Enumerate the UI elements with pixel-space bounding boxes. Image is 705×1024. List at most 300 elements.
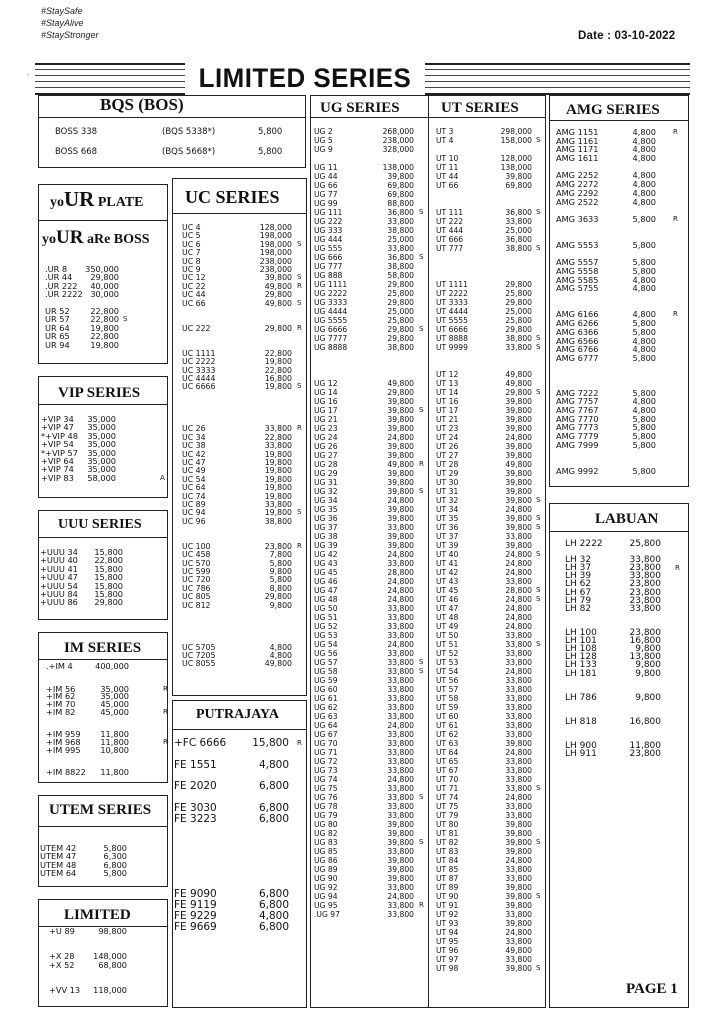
plate-price: 25,000 bbox=[387, 235, 414, 244]
plate-price: 33,800 bbox=[387, 910, 414, 919]
plate-price: 10,800 bbox=[100, 744, 129, 755]
plate-price: 33,800 bbox=[387, 712, 414, 721]
amg-title: AMG SERIES bbox=[566, 102, 660, 118]
plate-price: 5,800 bbox=[632, 422, 656, 433]
plate-price: 39,800 bbox=[505, 883, 532, 892]
plate-price: 13,800 bbox=[629, 652, 661, 663]
bqs-alt: (BQS 5338*) bbox=[162, 127, 216, 137]
status-flag: S bbox=[297, 298, 302, 307]
plate-number: UC 6 bbox=[182, 239, 201, 249]
status-flag: S bbox=[536, 640, 541, 648]
plate-number: AMG 1171 bbox=[556, 144, 599, 155]
plate-price: 33,800 bbox=[505, 874, 532, 883]
plate-price: 25,000 bbox=[387, 307, 414, 316]
plate-price: 33,800 bbox=[505, 811, 532, 820]
status-flag: S bbox=[419, 487, 424, 495]
plate-number: +IM 82 bbox=[46, 706, 76, 717]
plate-number: UT 17 bbox=[436, 406, 459, 415]
plate-price: 4,800 bbox=[632, 135, 656, 146]
plate-number: UC 42 bbox=[182, 449, 206, 459]
plate-number: UT 81 bbox=[436, 829, 459, 838]
plate-number: UG 6666 bbox=[314, 325, 348, 334]
plate-number: UC 12 bbox=[182, 273, 206, 283]
plate-price: 25,000 bbox=[505, 226, 532, 235]
page-title: LIMITED SERIES bbox=[185, 61, 425, 95]
plate-price: 35,000 bbox=[100, 683, 129, 694]
plate-number: UG 73 bbox=[314, 766, 338, 775]
plate-price: 33,800 bbox=[387, 631, 414, 640]
plate-number: AMG 2292 bbox=[556, 187, 599, 198]
plate-price: 29,800 bbox=[264, 592, 292, 602]
plate-number: UT 8888 bbox=[436, 334, 468, 343]
status-flag: S bbox=[536, 244, 541, 252]
plate-number: FE 2020 bbox=[174, 780, 217, 793]
plate-price: 238,000 bbox=[259, 256, 292, 266]
plate-number: UG 53 bbox=[314, 631, 338, 640]
plate-price: 33,800 bbox=[387, 217, 414, 226]
plate-price: 45,000 bbox=[100, 706, 129, 717]
plate-number: UT 61 bbox=[436, 721, 459, 730]
plate-price: 39,800 bbox=[505, 820, 532, 829]
plate-number: +UUU 47 bbox=[40, 572, 78, 583]
plate-number: UTEM 48 bbox=[40, 859, 77, 870]
plate-price: 39,800 bbox=[387, 469, 414, 478]
plate-number: UT 21 bbox=[436, 415, 459, 424]
plate-number: UT 44 bbox=[436, 172, 459, 181]
plate-number: AMG 5557 bbox=[556, 257, 599, 268]
plate-price: 4,800 bbox=[632, 283, 656, 294]
plate-price: 39,800 bbox=[505, 496, 532, 505]
plate-number: UG 17 bbox=[314, 406, 338, 415]
plate-price: 24,800 bbox=[505, 748, 532, 757]
plate-price: 28,800 bbox=[505, 586, 532, 595]
plate-price: 88,800 bbox=[387, 199, 414, 208]
plate-number: UT 2222 bbox=[436, 289, 468, 298]
status-flag: S bbox=[536, 586, 541, 594]
plate-number: UT 34 bbox=[436, 505, 459, 514]
plate-number: UT 12 bbox=[436, 370, 459, 379]
plate-number: UG 444 bbox=[314, 235, 343, 244]
plate-number: UT 26 bbox=[436, 442, 459, 451]
status-flag: S bbox=[536, 838, 541, 846]
plate-number: UG 9 bbox=[314, 145, 333, 154]
plate-number: +X 28 bbox=[49, 951, 75, 962]
plate-number: UG 888 bbox=[314, 271, 343, 280]
plate-number: AMG 7767 bbox=[556, 405, 599, 415]
plate-number: +VV 13 bbox=[49, 984, 81, 995]
plate-price: 35,000 bbox=[100, 691, 129, 702]
plate-price: 33,800 bbox=[264, 424, 292, 434]
plate-price: 23,800 bbox=[629, 595, 661, 606]
plate-number: +IM 968 bbox=[46, 736, 81, 747]
im-title: IM SERIES bbox=[64, 640, 142, 656]
plate-number: UT 9999 bbox=[436, 343, 468, 352]
plate-number: LH 32 bbox=[565, 555, 592, 566]
plate-price: 33,800 bbox=[387, 685, 414, 694]
plate-number: UT 39 bbox=[436, 541, 459, 550]
plate-price: 5,800 bbox=[632, 318, 656, 329]
plate-number: UG 42 bbox=[314, 550, 338, 559]
plate-price: 35,000 bbox=[87, 430, 116, 441]
bqs-title: BQS (BOS) bbox=[100, 95, 184, 114]
plate-number: UT 82 bbox=[436, 838, 459, 847]
plate-number: UR 57 bbox=[45, 314, 70, 325]
plate-number: .+IM 4 bbox=[46, 661, 73, 671]
plate-number: UT 777 bbox=[436, 244, 464, 253]
plate-price: 36,800 bbox=[387, 208, 414, 217]
plate-price: 5,800 bbox=[103, 868, 127, 879]
plate-number: UT 14 bbox=[436, 388, 459, 397]
plate-number: UT 32 bbox=[436, 496, 459, 505]
plate-number: LH 911 bbox=[565, 749, 597, 760]
plate-number: UG 3333 bbox=[314, 298, 348, 307]
plate-price: 33,800 bbox=[387, 613, 414, 622]
plate-price: 39,800 bbox=[505, 469, 532, 478]
plate-number: UC 44 bbox=[182, 290, 206, 300]
status-flag: R bbox=[297, 424, 302, 433]
plate-number: UC 96 bbox=[182, 516, 206, 526]
plate-price: 35,000 bbox=[87, 447, 116, 458]
plate-number: FE 9229 bbox=[174, 909, 217, 922]
plate-price: 9,800 bbox=[635, 668, 661, 679]
plate-number: +X 52 bbox=[49, 959, 75, 970]
plate-number: UT 91 bbox=[436, 901, 459, 910]
plate-price: 19,800 bbox=[264, 491, 292, 501]
plate-number: LH 37 bbox=[565, 563, 592, 574]
plate-number: UG 54 bbox=[314, 640, 338, 649]
status-flag: S bbox=[419, 667, 424, 675]
plate-number: UG 61 bbox=[314, 694, 338, 703]
plate-price: 25,800 bbox=[505, 289, 532, 298]
plate-number: AMG 7773 bbox=[556, 422, 599, 433]
hashtag-staystronger: #StayStronger bbox=[41, 30, 99, 40]
plate-price: 24,800 bbox=[505, 550, 532, 559]
plate-number: UG 60 bbox=[314, 685, 338, 694]
plate-number: +IM 62 bbox=[46, 691, 76, 702]
plate-price: 33,800 bbox=[387, 559, 414, 568]
plate-price: 39,800 bbox=[505, 487, 532, 496]
plate-number: UG 333 bbox=[314, 226, 343, 235]
plate-price: 6,800 bbox=[103, 859, 127, 870]
plate-price: 33,800 bbox=[387, 730, 414, 739]
status-flag: R bbox=[297, 281, 302, 290]
plate-number: UG 59 bbox=[314, 676, 338, 685]
plate-number: UTEM 64 bbox=[40, 868, 77, 879]
plate-number: UG 74 bbox=[314, 775, 338, 784]
plate-number: AMG 6777 bbox=[556, 352, 599, 363]
plate-price: 33,800 bbox=[387, 766, 414, 775]
plate-number: UT 222 bbox=[436, 217, 464, 226]
plate-price: 39,800 bbox=[505, 829, 532, 838]
status-flag: S bbox=[536, 523, 541, 531]
plate-price: 33,800 bbox=[505, 937, 532, 946]
plate-number: UT 70 bbox=[436, 775, 459, 784]
plate-number: UT 43 bbox=[436, 577, 459, 586]
plate-price: 33,800 bbox=[387, 703, 414, 712]
plate-price: 33,800 bbox=[387, 523, 414, 532]
plate-number: UT 45 bbox=[436, 586, 459, 595]
plate-number: UG 27 bbox=[314, 451, 338, 460]
plate-price: 19,800 bbox=[264, 483, 292, 493]
plate-price: 39,800 bbox=[387, 505, 414, 514]
plate-price: 39,800 bbox=[505, 838, 532, 847]
plate-price: 8,800 bbox=[269, 583, 292, 593]
status-flag: S bbox=[419, 253, 424, 261]
plate-price: 39,800 bbox=[505, 901, 532, 910]
plate-number: UC 5705 bbox=[182, 642, 216, 652]
plate-number: UG 94 bbox=[314, 892, 338, 901]
plate-price: 24,800 bbox=[505, 856, 532, 865]
plate-price: 7,800 bbox=[269, 550, 292, 560]
plate-number: UG 21 bbox=[314, 415, 338, 424]
status-flag: S bbox=[536, 334, 541, 342]
plate-number: UG 2 bbox=[314, 127, 333, 136]
plate-number: UC 7205 bbox=[182, 650, 216, 660]
plate-number: LH 108 bbox=[565, 644, 597, 655]
plate-number: UT 51 bbox=[436, 640, 459, 649]
plate-price: 25,000 bbox=[505, 307, 532, 316]
plate-number: UG 80 bbox=[314, 820, 338, 829]
plate-number: UG 1111 bbox=[314, 280, 348, 289]
plate-price: 39,800 bbox=[505, 406, 532, 415]
plate-price: 128,000 bbox=[500, 154, 532, 163]
plate-number: UT 41 bbox=[436, 559, 459, 568]
plate-number: UT 48 bbox=[436, 613, 459, 622]
plate-price: 28,800 bbox=[387, 568, 414, 577]
plate-number: UT 37 bbox=[436, 532, 459, 541]
status-flag: R bbox=[673, 128, 678, 136]
plate-price: 33,800 bbox=[387, 739, 414, 748]
plate-number: AMG 6366 bbox=[556, 326, 599, 337]
plate-price: 33,800 bbox=[505, 721, 532, 730]
plate-price: 33,800 bbox=[505, 343, 532, 352]
hashtag-staysafe: #StaySafe bbox=[41, 6, 83, 16]
plate-number: UC 786 bbox=[182, 583, 211, 593]
plate-number: .UR 222 bbox=[45, 280, 78, 291]
your-plate-title: yoUR PLATE bbox=[50, 187, 144, 211]
plate-price: 11,800 bbox=[100, 736, 129, 747]
plate-price: 35,000 bbox=[87, 439, 116, 450]
plate-price: 19,800 bbox=[264, 382, 292, 392]
plate-number: UT 96 bbox=[436, 946, 459, 955]
plate-price: 24,800 bbox=[505, 793, 532, 802]
plate-price: 33,800 bbox=[264, 499, 292, 509]
plate-price: 29,800 bbox=[387, 388, 414, 397]
plate-number: LH 181 bbox=[565, 668, 597, 679]
plate-number: AMG 3633 bbox=[556, 213, 599, 224]
plate-price: 24,800 bbox=[387, 577, 414, 586]
plate-price: 6,800 bbox=[258, 920, 289, 933]
plate-price: 39,800 bbox=[505, 424, 532, 433]
plate-number: UT 85 bbox=[436, 865, 459, 874]
plate-number: UG 76 bbox=[314, 793, 338, 802]
plate-price: 33,800 bbox=[505, 865, 532, 874]
plate-price: 29,800 bbox=[505, 325, 532, 334]
plate-price: 33,800 bbox=[387, 649, 414, 658]
plate-price: 39,800 bbox=[505, 847, 532, 856]
plate-price: 33,800 bbox=[505, 658, 532, 667]
plate-price: 39,800 bbox=[387, 442, 414, 451]
plate-price: 6,800 bbox=[258, 801, 289, 814]
plate-price: 5,800 bbox=[269, 575, 292, 585]
plate-price: 33,800 bbox=[505, 784, 532, 793]
plate-number: UT 90 bbox=[436, 892, 459, 901]
plate-number: AMG 7779 bbox=[556, 431, 599, 442]
plate-number: FE 9090 bbox=[174, 888, 217, 901]
plate-price: 24,800 bbox=[387, 640, 414, 649]
plate-number: UG 12 bbox=[314, 379, 338, 388]
plate-number: UT 4444 bbox=[436, 307, 468, 316]
plate-price: 4,800 bbox=[258, 758, 289, 771]
plate-price: 24,800 bbox=[505, 433, 532, 442]
plate-price: 198,000 bbox=[259, 231, 292, 241]
plate-number: UG 90 bbox=[314, 874, 338, 883]
plate-number: UC 720 bbox=[182, 575, 211, 585]
plate-price: 33,800 bbox=[387, 784, 414, 793]
plate-price: 38,800 bbox=[387, 226, 414, 235]
plate-number: +VIP 74 bbox=[41, 464, 74, 475]
plate-number: FE 3223 bbox=[174, 812, 217, 825]
plate-price: 33,800 bbox=[387, 901, 414, 910]
plate-price: 69,800 bbox=[387, 181, 414, 190]
plate-price: 25,800 bbox=[629, 539, 661, 549]
plate-number: UG 64 bbox=[314, 721, 338, 730]
plate-price: 29,800 bbox=[264, 323, 292, 333]
plate-price: 33,800 bbox=[387, 883, 414, 892]
plate-price: 24,800 bbox=[505, 622, 532, 631]
plate-price: 33,800 bbox=[387, 622, 414, 631]
plate-number: UC 34 bbox=[182, 432, 206, 442]
plate-number: FE 3030 bbox=[174, 801, 217, 814]
plate-number: UC 599 bbox=[182, 567, 211, 577]
plate-number: AMG 6766 bbox=[556, 344, 599, 355]
plate-number: AMG 7757 bbox=[556, 396, 599, 407]
plate-number: .UR 2222 bbox=[45, 289, 83, 300]
plate-number: +VIP 64 bbox=[41, 455, 74, 466]
plate-number: AMG 7770 bbox=[556, 413, 599, 424]
bqs-price: 5,800 bbox=[258, 147, 283, 157]
plate-number: UG 34 bbox=[314, 496, 338, 505]
plate-price: 29,800 bbox=[505, 298, 532, 307]
plate-price: 9,800 bbox=[269, 567, 292, 577]
plate-price: 39,800 bbox=[387, 406, 414, 415]
plate-number: UG 83 bbox=[314, 838, 338, 847]
plate-price: 5,800 bbox=[269, 558, 292, 568]
margin-mark: ' bbox=[28, 74, 30, 81]
plate-price: 39,800 bbox=[387, 856, 414, 865]
plate-number: UT 49 bbox=[436, 622, 459, 631]
plate-number: UT 80 bbox=[436, 820, 459, 829]
plate-number: +UUU 84 bbox=[40, 588, 78, 599]
plate-price: 15,800 bbox=[94, 572, 123, 583]
plate-price: 29,800 bbox=[264, 290, 292, 300]
plate-number: UG 26 bbox=[314, 442, 338, 451]
status-flag: R bbox=[673, 214, 678, 223]
plate-number: UC 8055 bbox=[182, 659, 216, 669]
plate-number: UT 42 bbox=[436, 568, 459, 577]
plate-price: 19,800 bbox=[264, 449, 292, 459]
plate-number: UC 54 bbox=[182, 474, 206, 484]
plate-price: 328,000 bbox=[382, 145, 414, 154]
plate-number: UC 570 bbox=[182, 558, 211, 568]
plate-number: UT 83 bbox=[436, 847, 459, 856]
plate-number: UG 14 bbox=[314, 388, 338, 397]
plate-price: 15,800 bbox=[94, 563, 123, 574]
plate-price: 39,800 bbox=[387, 541, 414, 550]
plate-price: 39,800 bbox=[387, 514, 414, 523]
plate-price: 15,800 bbox=[252, 737, 289, 749]
plate-number: UT 10 bbox=[436, 154, 459, 163]
plate-number: +IM 995 bbox=[46, 744, 81, 755]
plate-price: 33,800 bbox=[505, 703, 532, 712]
plate-price: 33,800 bbox=[505, 955, 532, 964]
plate-price: 35,000 bbox=[87, 455, 116, 466]
plate-price: 118,000 bbox=[93, 984, 127, 995]
plate-number: +VIP 34 bbox=[41, 414, 74, 424]
plate-number: UC 49 bbox=[182, 466, 206, 476]
plate-price: 24,800 bbox=[505, 604, 532, 613]
status-flag: S bbox=[536, 595, 541, 603]
plate-number: UT 92 bbox=[436, 910, 459, 919]
plate-price: 24,800 bbox=[505, 928, 532, 937]
plate-number: LH 101 bbox=[565, 636, 597, 647]
plate-number: UT 35 bbox=[436, 514, 459, 523]
plate-number: UT 58 bbox=[436, 694, 459, 703]
plate-number: UT 5555 bbox=[436, 316, 468, 325]
plate-number: +U 89 bbox=[49, 926, 75, 936]
plate-number: UG 79 bbox=[314, 811, 338, 820]
plate-number: UG 111 bbox=[314, 208, 343, 217]
plate-number: .UR 44 bbox=[45, 272, 73, 283]
plate-price: 9,800 bbox=[269, 600, 292, 610]
plate-number: LH 818 bbox=[565, 717, 597, 728]
plate-number: UT 75 bbox=[436, 802, 459, 811]
plate-price: 15,800 bbox=[94, 547, 123, 557]
plate-number: UG 50 bbox=[314, 604, 338, 613]
status-flag: S bbox=[419, 793, 424, 801]
plate-price: 98,800 bbox=[98, 926, 127, 936]
plate-price: 33,800 bbox=[505, 730, 532, 739]
plate-price: 39,800 bbox=[264, 273, 292, 283]
plate-price: 4,800 bbox=[632, 396, 656, 407]
plate-price: 39,800 bbox=[505, 541, 532, 550]
plate-number: +IM 56 bbox=[46, 683, 76, 694]
plate-price: 39,800 bbox=[387, 487, 414, 496]
plate-number: UG 75 bbox=[314, 784, 338, 793]
plate-price: 5,800 bbox=[632, 387, 656, 398]
plate-price: 198,000 bbox=[259, 239, 292, 249]
plate-number: UG 46 bbox=[314, 577, 338, 586]
plate-number: .UG 97 bbox=[314, 910, 340, 919]
plate-price: 22,800 bbox=[90, 314, 119, 325]
plate-number: UC 4 bbox=[182, 223, 201, 232]
plate-number: UG 77 bbox=[314, 190, 338, 199]
plate-price: 30,000 bbox=[90, 289, 119, 300]
plate-price: 39,800 bbox=[505, 442, 532, 451]
plate-price: 19,800 bbox=[264, 466, 292, 476]
plate-number: UC 4444 bbox=[182, 374, 216, 384]
plate-price: 19,800 bbox=[90, 339, 119, 350]
plate-price: 23,800 bbox=[629, 579, 661, 590]
plate-number: UT 74 bbox=[436, 793, 459, 802]
plate-price: 38,800 bbox=[264, 516, 292, 526]
plate-price: 33,800 bbox=[505, 757, 532, 766]
plate-price: 39,800 bbox=[387, 865, 414, 874]
bqs-alt: (BQS 5668*) bbox=[162, 147, 216, 157]
plate-price: 9,800 bbox=[635, 692, 661, 703]
plate-number: UT 36 bbox=[436, 523, 459, 532]
plate-price: 35,000 bbox=[87, 422, 116, 433]
